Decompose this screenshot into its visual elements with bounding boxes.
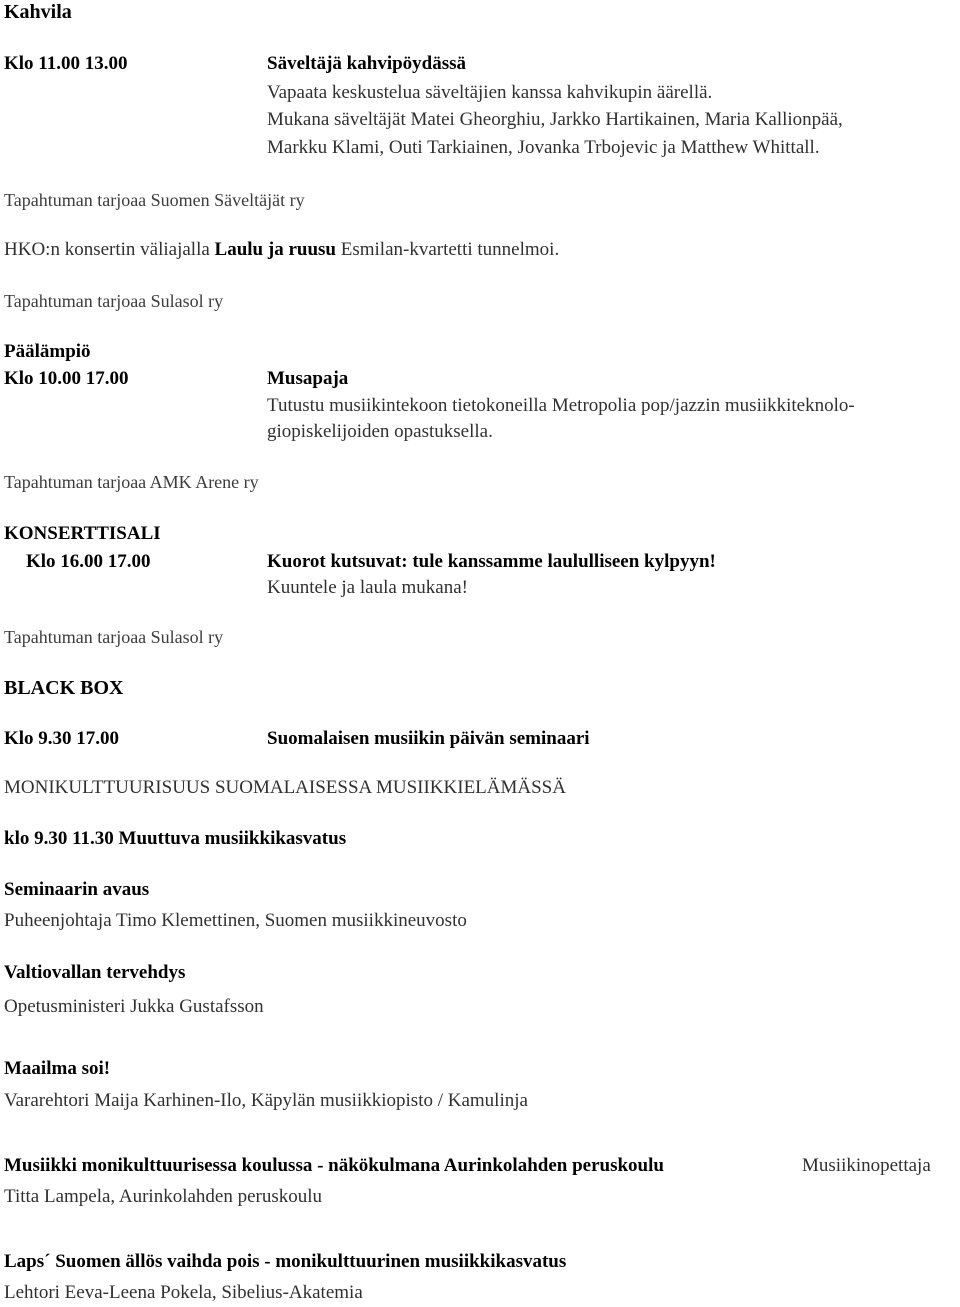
organizer-note-paalampio: Tapahtuman tarjoaa AMK Arene ry bbox=[4, 472, 259, 492]
agenda-item-title: Seminaarin avaus bbox=[4, 879, 150, 900]
event-title-kahvila: Säveltäjä kahvipöydässä bbox=[267, 53, 467, 74]
event-desc-line-1: Kuuntele ja laula mukana! bbox=[267, 577, 469, 598]
seminar-session-time: klo 9.30 11.30 Muuttuva musiikkikasvatus bbox=[4, 828, 347, 849]
agenda-item-speaker: Vararehtori Maija Karhinen-Ilo, Käpylän musiikkiopisto / Kamulinja bbox=[4, 1090, 528, 1111]
event-desc-line-1: Tutustu musiikintekoon tietokoneilla Metropolia pop/jazzin musiikkiteknolo- bbox=[267, 395, 855, 416]
agenda-item-title: Maailma soi! bbox=[4, 1058, 111, 1079]
event-title-paalampio: Musapaja bbox=[267, 368, 349, 389]
time-konserttisali: Klo 16.00 17.00 bbox=[26, 551, 151, 572]
hko-suffix: Esmilan-kvartetti tunnelmoi. bbox=[335, 239, 560, 260]
time-kahvila: Klo 11.00 13.00 bbox=[4, 53, 128, 74]
section-heading-kahvila: Kahvila bbox=[4, 1, 72, 23]
time-paalampio: Klo 10.00 17.00 bbox=[4, 368, 129, 389]
organizer-note-kahvila: Tapahtuman tarjoaa Suomen Säveltäjät ry bbox=[4, 190, 305, 210]
section-heading-paalampio: Päälämpiö bbox=[4, 341, 91, 362]
agenda-item-speaker: Puheenjohtaja Timo Klemettinen, Suomen musiikkineuvosto bbox=[4, 910, 467, 931]
organizer-note-konserttisali: Tapahtuman tarjoaa Sulasol ry bbox=[4, 627, 224, 647]
event-title-konserttisali: Kuorot kutsuvat: tule kanssamme laululliseen kylpyyn! bbox=[267, 551, 716, 572]
hko-prefix: HKO:n konsertin väliajalla bbox=[4, 239, 215, 260]
agenda-item-title: Laps´ Suomen ällös vaihda pois - monikulttuurinen musiikkikasvatus bbox=[4, 1251, 567, 1272]
time-blackbox: Klo 9.30 17.00 bbox=[4, 728, 120, 749]
agenda-item-title: Musiikki monikulttuurisessa koulussa - näkökulmana Aurinkolahden peruskoulu bbox=[4, 1155, 664, 1176]
hko-intermission-line bbox=[4, 238, 559, 262]
organizer-note-hko: Tapahtuman tarjoaa Sulasol ry bbox=[4, 291, 224, 311]
hko-bold-title: Laulu ja ruusu bbox=[214, 239, 336, 260]
agenda-item-speaker: Lehtori Eeva-Leena Pokela, Sibelius-Akatemia bbox=[4, 1282, 363, 1303]
event-title-blackbox: Suomalaisen musiikin päivän seminaari bbox=[267, 728, 590, 749]
section-heading-konserttisali: KONSERTTISALI bbox=[4, 523, 161, 544]
event-desc-line-2: giopiskelijoiden opastuksella. bbox=[267, 421, 493, 442]
event-desc-line-3: Markku Klami, Outi Tarkiainen, Jovanka Trbojevic ja Matthew Whittall. bbox=[267, 137, 820, 158]
agenda-item-title-tail: Musiikinopettaja bbox=[802, 1155, 931, 1176]
event-desc-line-2: Mukana säveltäjät Matei Gheorghiu, Jarkko Hartikainen, Maria Kallionpää, bbox=[267, 109, 843, 130]
agenda-item-speaker: Opetusministeri Jukka Gustafsson bbox=[4, 996, 264, 1017]
agenda-item-title: Valtiovallan tervehdys bbox=[4, 962, 186, 983]
event-desc-line-1: Vapaata keskustelua säveltäjien kanssa kahvikupin äärellä. bbox=[267, 82, 713, 103]
section-heading-blackbox: BLACK BOX bbox=[4, 677, 124, 699]
agenda-item-speaker: Titta Lampela, Aurinkolahden peruskoulu bbox=[4, 1186, 323, 1207]
seminar-theme: MONIKULTTUURISUUS SUOMALAISESSA MUSIIKKIELÄMÄSSÄ bbox=[4, 777, 566, 798]
